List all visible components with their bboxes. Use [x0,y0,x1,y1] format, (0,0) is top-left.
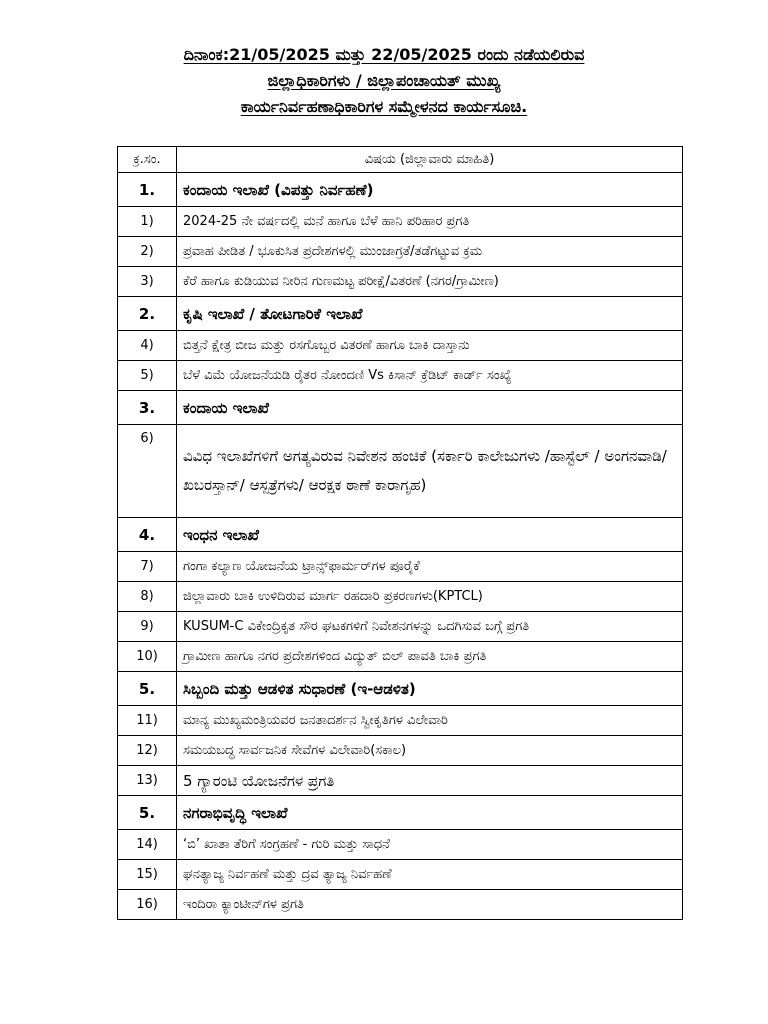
agenda-item-row [118,207,683,237]
item-number: 5) [118,361,177,391]
agenda-item-row [118,890,683,920]
agenda-item-row [118,612,683,642]
item-number: 9) [118,612,177,642]
item-subject: ಇಂದಿರಾ ಕ್ಯಾಂಟೀನ್‌ಗಳ ಪ್ರಗತಿ [177,890,683,920]
section-title: ಸಿಬ್ಬಂದಿ ಮತ್ತು ಆಡಳಿತ ಸುಧಾರಣೆ (ಇ-ಆಡಳಿತ) [177,672,683,706]
section-number: 2. [118,297,177,331]
item-number: 7) [118,552,177,582]
agenda-item-row [118,331,683,361]
agenda-item-row [118,425,683,518]
agenda-item-row [118,361,683,391]
header-subject: ವಿಷಯ (ಜಿಲ್ಲಾವಾರು ಮಾಹಿತಿ) [177,147,683,173]
item-number: 3) [118,267,177,297]
agenda-table [117,146,683,920]
section-row [118,796,683,830]
item-number: 4) [118,331,177,361]
item-number: 15) [118,860,177,890]
agenda-item-row [118,642,683,672]
item-subject: ಕೆರೆ ಹಾಗೂ ಕುಡಿಯುವ ನೀರಿನ ಗುಣಮಟ್ಟ ಪರೀಕ್ಷೆ/ವಿತರಣೆ (ನಗರ/ಗ್ರಾಮೀಣ) [177,267,683,297]
item-subject: ಬೆಳೆ ವಿಮೆ ಯೋಜನೆಯಡಿ ರೈತರ ನೋಂದಣಿ Vs ಕಿಸಾನ್ ಕ್ರೆಡಿಟ್ ಕಾರ್ಡ್ ಸಂಖ್ಯೆ [177,361,683,391]
item-subject: ಗ್ರಾಮೀಣ ಹಾಗೂ ನಗರ ಪ್ರದೇಶಗಳಿಂದ ವಿದ್ಯುತ್ ಬಿಲ್ ಪಾವತಿ ಬಾಕಿ ಪ್ರಗತಿ [177,642,683,672]
section-row [118,518,683,552]
agenda-table-body [118,147,683,920]
agenda-item-row [118,736,683,766]
item-subject: ಮಾನ್ಯ ಮುಖ್ಯಮಂತ್ರಿಯವರ ಜನತಾದರ್ಶನ ಸ್ವೀಕೃತಿಗಳ ವಿಲೇವಾರಿ [177,706,683,736]
agenda-item-row [118,830,683,860]
agenda-item-row [118,582,683,612]
item-number: 2) [118,237,177,267]
section-row [118,297,683,331]
item-number: 14) [118,830,177,860]
item-number: 16) [118,890,177,920]
item-subject: 2024-25 ನೇ ವರ್ಷದಲ್ಲಿ ಮನೆ ಹಾಗೂ ಬೆಳೆ ಹಾನಿ ಪರಿಹಾರ ಪ್ರಗತಿ [177,207,683,237]
section-number: 3. [118,391,177,425]
item-subject: ‘ಬಿ’ ಖಾತಾ ತೆರಿಗೆ ಸಂಗ್ರಹಣೆ - ಗುರಿ ಮತ್ತು ಸಾಧನೆ [177,830,683,860]
item-subject: ಗಂಗಾ ಕಲ್ಯಾಣ ಯೋಜನೆಯ ಟ್ರಾನ್ಸ್‌ಫಾರ್ಮರ್‌ಗಳ ಪೂರೈಕೆ [177,552,683,582]
agenda-item-row [118,552,683,582]
item-subject: ಘನತ್ಯಾಜ್ಯ ನಿರ್ವಹಣೆ ಮತ್ತು ದ್ರವ ತ್ಯಾಜ್ಯ ನಿರ್ವಹಣೆ [177,860,683,890]
section-number: 1. [118,173,177,207]
title-line-1: ದಿನಾಂಕ:21/05/2025 ಮತ್ತು 22/05/2025 ರಂದು ನಡೆಯಲಿರುವ [183,45,585,64]
item-number: 8) [118,582,177,612]
title-line-2: ಜಿಲ್ಲಾಧಿಕಾರಿಗಳು / ಜಿಲ್ಲಾಪಂಚಾಯತ್ ಮುಖ್ಯ [267,71,501,90]
item-subject: KUSUM-C ವಿಕೇಂದ್ರಿಕೃತ ಸೌರ ಘಟಕಗಳಿಗೆ ನಿವೇಶನಗಳನ್ನು ಒದಗಿಸುವ ಬಗ್ಗೆ ಪ್ರಗತಿ [177,612,683,642]
item-number: 12) [118,736,177,766]
section-number: 5. [118,796,177,830]
agenda-item-row [118,267,683,297]
section-row [118,391,683,425]
item-number: 6) [118,425,177,518]
agenda-item-row [118,237,683,267]
section-title: ಇಂಧನ ಇಲಾಖೆ [177,518,683,552]
item-number: 13) [118,766,177,796]
agenda-item-row [118,706,683,736]
item-number: 10) [118,642,177,672]
item-number: 11) [118,706,177,736]
item-subject: ವಿವಿಧ ಇಲಾಖೆಗಳಿಗೆ ಅಗತ್ಯವಿರುವ ನಿವೇಶನ ಹಂಚಿಕೆ (ಸರ್ಕಾರಿ ಕಾಲೇಜುಗಳು /ಹಾಸ್ಟೆಲ್ / ಅಂಗನವಾಡಿ/ ಖಬರಸ್ತಾನ್/ ಆಸ್ಪತ್ರೆಗಳು/ ಆರಕ್ಷಕ ಠಾಣೆ ಕಾರಾಗೃಹ) [177,425,683,518]
item-subject: ಪ್ರವಾಹ ಪೀಡಿತ / ಭೂಕುಸಿತ ಪ್ರದೇಶಗಳಲ್ಲಿ ಮುಂಜಾಗ್ರತೆ/ತಡೆಗಟ್ಟುವ ಕ್ರಮ [177,237,683,267]
document-title [0,42,768,120]
section-title: ಕೃಷಿ ಇಲಾಖೆ / ತೋಟಗಾರಿಕೆ ಇಲಾಖೆ [177,297,683,331]
title-line-3: ಕಾರ್ಯನಿರ್ವಹಣಾಧಿಕಾರಿಗಳ ಸಮ್ಮೇಳನದ ಕಾರ್ಯಸೂಚಿ. [240,97,528,116]
section-title: ನಗರಾಭಿವೃದ್ಧಿ ಇಲಾಖೆ [177,796,683,830]
header-serial-number: ಕ್ರ.ಸಂ. [118,147,177,173]
section-number: 4. [118,518,177,552]
section-row [118,672,683,706]
item-subject: 5 ಗ್ಯಾರಂಟಿ ಯೋಜನೆಗಳ ಪ್ರಗತಿ [177,766,683,796]
item-number: 1) [118,207,177,237]
item-subject: ಬಿತ್ತನೆ ಕ್ಷೇತ್ರ ಬೀಜ ಮತ್ತು ರಸಗೊಬ್ಬರ ವಿತರಣೆ ಹಾಗೂ ಬಾಕಿ ದಾಸ್ತಾನು [177,331,683,361]
agenda-item-row [118,860,683,890]
agenda-item-row [118,766,683,796]
item-subject: ಸಮಯಬದ್ಧ ಸಾರ್ವಜನಿಕ ಸೇವೆಗಳ ವಿಲೇವಾರಿ(ಸಕಾಲ) [177,736,683,766]
item-subject: ಜಿಲ್ಲಾವಾರು ಬಾಕಿ ಉಳಿದಿರುವ ಮಾರ್ಗ ರಹದಾರಿ ಪ್ರಕರಣಗಳು(KPTCL) [177,582,683,612]
table-header-row [118,147,683,173]
section-row [118,173,683,207]
section-number: 5. [118,672,177,706]
section-title: ಕಂದಾಯ ಇಲಾಖೆ (ವಿಪತ್ತು ನಿರ್ವಹಣೆ) [177,173,683,207]
section-title: ಕಂದಾಯ ಇಲಾಖೆ [177,391,683,425]
